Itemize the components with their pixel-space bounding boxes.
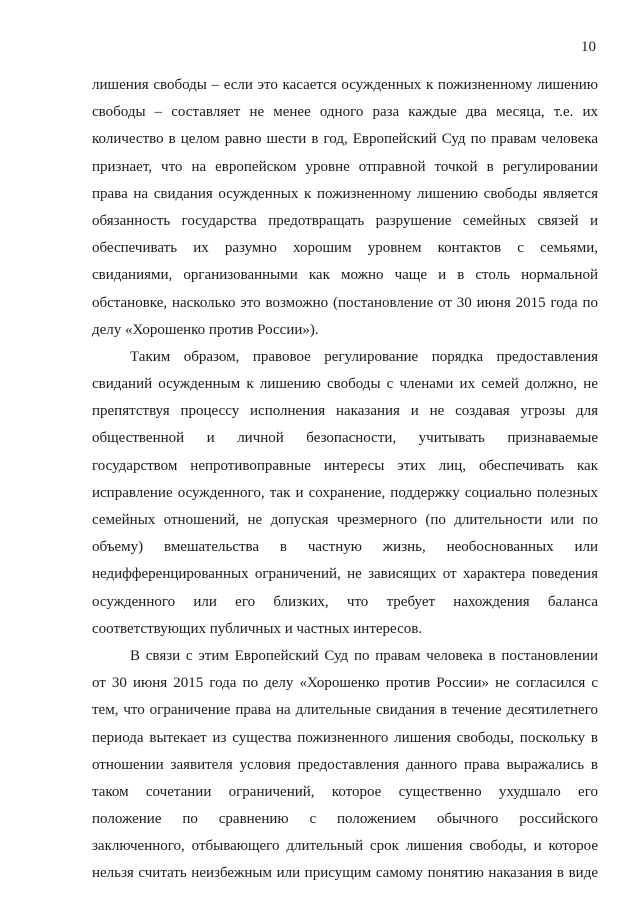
text-line: соответствующих публичных и частных интересов. bbox=[92, 620, 423, 637]
text-line: признает, что на европейском уровне отправной точкой в регулировании bbox=[92, 158, 598, 175]
text-line: делу «Хорошенко против России»). bbox=[92, 321, 319, 338]
text-line: положение по сравнению с положением обычного российского bbox=[92, 811, 598, 828]
text-line: от 30 июня 2015 года по делу «Хорошенко против России» не согласился с bbox=[92, 675, 598, 692]
body-text bbox=[92, 72, 598, 888]
text-line: тем, что ограничение права на длительные свидания в течение десятилетнего bbox=[92, 702, 598, 719]
text-line: таком сочетании ограничений, которое существенно ухудшало его bbox=[92, 783, 598, 800]
text-line: заключенного, отбывающего длительный срок лишения свободы, и которое bbox=[92, 838, 598, 855]
text-line: общественной и личной безопасности, учитывать признаваемые bbox=[92, 430, 598, 447]
text-line: исправление осужденного, так и сохранение, поддержку социально полезных bbox=[92, 484, 598, 501]
text-line: периода вытекает из существа пожизненного лишения свободы, поскольку в bbox=[92, 729, 598, 746]
text-line: лишения свободы – если это касается осужденных к пожизненному лишению bbox=[92, 77, 598, 93]
text-line: семейных отношений, не допуская чрезмерного (по длительности или по bbox=[92, 512, 598, 528]
text-line: свиданиями, организованными как можно чаще и в столь нормальной bbox=[92, 267, 598, 284]
text-line: объему) вмешательства в частную жизнь, необоснованных или bbox=[92, 539, 598, 556]
text-line: нельзя считать неизбежным или присущим самому понятию наказания в виде bbox=[92, 865, 598, 882]
text-line: обстановке, насколько это возможно (постановление от 30 июня 2015 года по bbox=[92, 294, 598, 311]
text-line: осужденного или его близких, что требует нахождения баланса bbox=[92, 593, 598, 610]
paragraph-first-line: В связи с этим Европейский Суд по правам человека в постановлении bbox=[130, 647, 598, 664]
text-line: обеспечивать их разумно хорошим уровнем контактов с семьями, bbox=[92, 240, 598, 257]
text-line: недифференцированных ограничений, не зависящих от характера поведения bbox=[92, 566, 598, 583]
text-line: права на свидания осужденных к пожизненному лишению свободы является bbox=[92, 185, 598, 202]
text-line: свиданий осужденным к лишению свободы с членами их семей должно, не bbox=[92, 376, 598, 393]
paragraph-first-line: Таким образом, правовое регулирование порядка предоставления bbox=[130, 348, 598, 365]
text-line: отношении заявителя условия предоставления данного права выражались в bbox=[92, 756, 598, 773]
text-line: свободы – составляет не менее одного раза каждые два месяца, т.е. их bbox=[92, 104, 598, 121]
text-line: обязанность государства предотвращать разрушение семейных связей и bbox=[92, 212, 598, 229]
text-line: препятствуя процессу исполнения наказания и не создавая угрозы для bbox=[92, 403, 598, 420]
page-number: 10 bbox=[581, 39, 596, 55]
text-line: государством непротивоправные интересы этих лиц, обеспечивать как bbox=[92, 457, 598, 474]
text-line: количество в целом равно шести в год, Европейский Суд по правам человека bbox=[92, 131, 598, 148]
